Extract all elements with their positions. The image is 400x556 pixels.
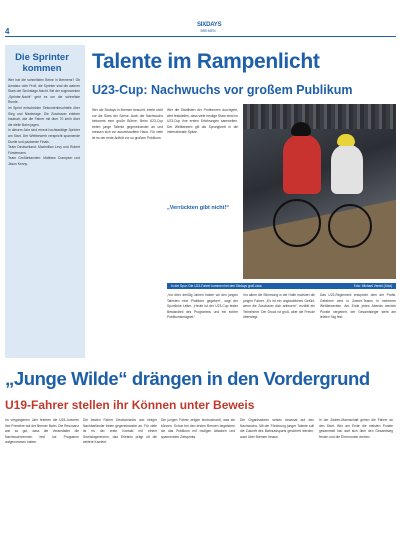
sidebar-title: Die Sprinter kommen xyxy=(15,52,69,74)
photo-caption-bar xyxy=(167,283,396,289)
article-text: Wer die Startlisten der Profirennen durchgeht, wird feststellen, dass viele heutige Stars einst im U23-Cup ihre ersten Erfahrungen sammelten. Der Wettbewerb gilt als Sprungbrett in die internationale Spitze. xyxy=(167,108,238,135)
sidebar-paragraph: In diesem Jahr sind erneut hochkarätige Sprinter am Start. Der Wettbewerb verspricht spannende Duelle und packende Finals. xyxy=(8,128,80,144)
section2-column xyxy=(161,418,235,440)
article-text: „Vor über dreißig Jahren haben wir den jungen Talenten eine Plattform gegeben“, sagt der Sportliche Leiter. „Heute ist der U23-Cup fester Bestandteil des Programms und ein echter Publikumsmagnet.“ xyxy=(167,293,238,320)
section2-subheadline: U19-Fahrer stellen ihr Können unter Beweis xyxy=(5,398,255,412)
sidebar-body xyxy=(8,78,80,168)
logo-line1: SIXDAYS xyxy=(197,22,222,28)
article-text: Das U23-Reglement entspricht dem der Profis. Gefahren wird in Zweier-Teams in mehreren Wettbewerben. Am Ende jedes Abends werden Punkte vergeben, der Gesamtsieger steht am letzten Tag fest. xyxy=(320,293,396,320)
photo-caption: In der Spur: Die U23-Fahrer kommen bei den Sixdays groß raus. xyxy=(171,284,263,288)
sidebar-paragraph: Im Sprint entscheiden Sekundenbruchteile über Sieg und Niederlage. Die Zuschauer erleben hautnah, wie die Fahrer mit über 70 km/h über die steile Bahn jagen. xyxy=(8,105,80,127)
header-rule xyxy=(5,36,396,37)
article-text: Die besten Fahrer Deutschlands und einiger Nachbarländer treten gegeneinander an. Für viele ist es der erste Kontakt mit einem Sechstagerennen, das Erlebnis prägt oft die weitere Karriere. xyxy=(83,418,157,445)
main-headline: Talente im Rampenlicht xyxy=(92,50,320,73)
section2-column xyxy=(83,418,157,446)
article-column xyxy=(92,108,163,142)
article-column xyxy=(320,293,396,321)
sixdays-logo xyxy=(197,22,222,34)
sidebar-paragraph: Wer hat die schnellsten Beine in Bremens? Ob Amateur oder Profi, die Sprinter sind die wahren Stars der Sechstage-Nacht. Bei der sogenannten „Sprinter-Nacht“ geht es um die schnellste Runde. xyxy=(8,78,80,105)
main-subheadline: U23-Cup: Nachwuchs vor großem Publikum xyxy=(92,83,353,97)
article-text: In der Zweier-Mannschaft gehen die Fahrer an den Start. Wer am Ende die meisten Punkte gesammelt hat, darf sich über den Gesamtsieg freuen und die Ehrenrunde drehen. xyxy=(319,418,393,439)
sidebar-paragraph: Team Deutschland: Maximilian Levy und Robert Förstemann. xyxy=(8,145,80,155)
cycling-photo xyxy=(243,104,396,279)
article-column xyxy=(167,108,238,136)
article-column xyxy=(243,293,315,321)
sidebar-paragraph: Team Großbritannien: Matthew Crampton und Jason Kenny. xyxy=(8,156,80,166)
logo-line2: BREMEN xyxy=(200,29,216,33)
article-column xyxy=(167,293,238,321)
page-number: 4 xyxy=(5,27,10,36)
pull-quote: „Verrückten gibt nicht!“ xyxy=(167,205,230,211)
section2-column xyxy=(240,418,314,440)
section2-column xyxy=(319,418,393,440)
section2-column xyxy=(5,418,79,446)
article-text: Wer die Sixdays in Bremen besucht, erlebt nicht nur die Stars der Szene. Auch der Nachwuchs bekommt eine große Bühne: Beim U23-Cup treten junge Talente gegeneinander an und messen sich vor ausverkauftem Haus. Für viele ist es der erste Auftritt vor so großem Publikum. xyxy=(92,108,163,140)
article-text: Im vergangenen Jahr feierten die U19-Junioren ihre Premiere auf der Bremer Bahn. Die Resonanz war so gut, dass die Veranstalter die Nachwuchsrennen fest ins Programm aufgenommen haben. xyxy=(5,418,79,445)
article-text: Vor allem die Stimmung in der Halle motiviert die jungen Fahrer. „Es ist ein unglaubliches Gefühl, wenn die Zuschauer dich anfeuern“, erzählt ein Teilnehmer. Der Druck ist groß, aber die Freude überwiegt. xyxy=(243,293,315,320)
article-text: Die Organisatoren setzen bewusst auf den Nachwuchs. Mit der Förderung junger Talente soll die Zukunft des Bahnradsports gesichert werden, auch über Bremen hinaus. xyxy=(240,418,314,439)
article-text: Die jungen Fahrer zeigen eindrucksvoll, was sie können. Schon bei den ersten Rennen begeistern sie das Publikum mit mutigen Attacken und spannenden Zielsprints. xyxy=(161,418,235,439)
section2-headline: „Junge Wilde“ drängen in den Vordergrund xyxy=(5,368,370,389)
photo-credit: Foto: Michael Verdel (Sixd) xyxy=(353,284,392,288)
